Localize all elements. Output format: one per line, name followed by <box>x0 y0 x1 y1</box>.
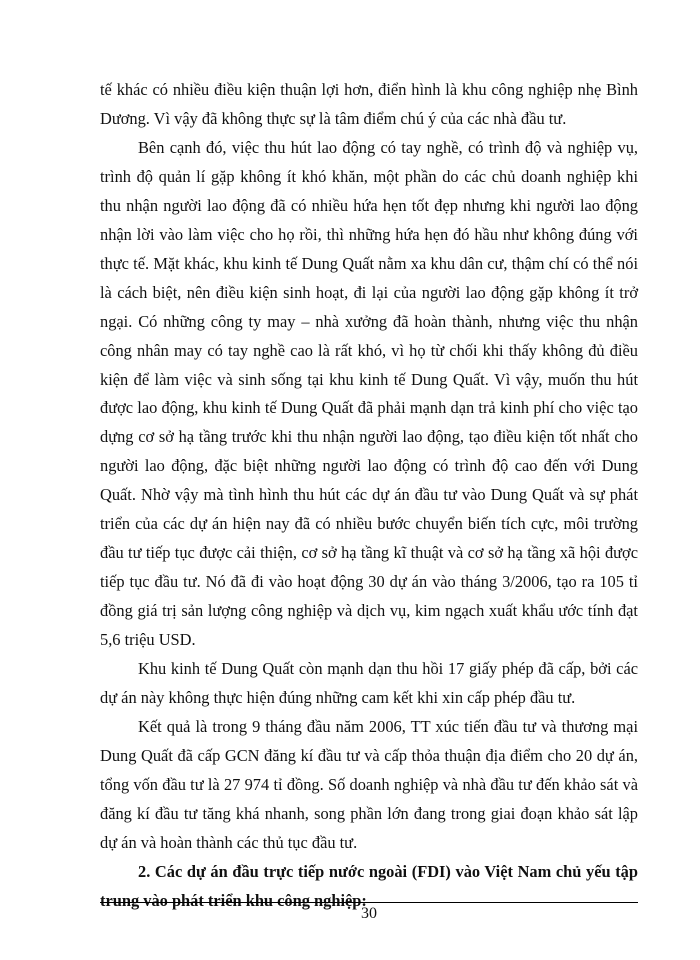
paragraph-labor-recruitment: Bên cạnh đó, việc thu hút lao động có tay nghề, có trình độ và nghiệp vụ, trình độ quản lí gặp không ít khó khăn, một phần do các chủ doanh nghiệp khi thu nhận người lao động đã có nhiều hứa hẹn tốt đẹp nhưng khi người lao động nhận lời vào làm việc cho họ rồi, thì những hứa hẹn đó hầu như không đúng với thực tế. Mặt khác, khu kinh tế Dung Quất nằm xa khu dân cư, thậm chí có thể nói là cách biệt, nên điều kiện sinh hoạt, đi lại của người lao động gặp không ít trở ngại. Có những công ty may – nhà xưởng đã hoàn thành, nhưng việc thu nhận công nhân may có tay nghề cao là rất khó, vì họ từ chối khi thấy không đủ điều kiện để làm việc và sinh sống tại khu kinh tế Dung Quất. Vì vậy, muốn thu hút được lao động, khu kinh tế Dung Quất đã phải mạnh dạn trả kinh phí cho việc tạo dựng cơ sở hạ tầng trước khi thu nhận người lao động, tạo điều kiện tốt nhất cho người lao động, đặc biệt những người lao động có trình độ cao đến với Dung Quất. Nhờ vậy mà tình hình thu hút các dự án đầu tư vào Dung Quất và sự phát triển của các dự án hiện nay đã có nhiều bước chuyển biến tích cực, môi trường đầu tư tiếp tục được cải thiện, cơ sở hạ tầng kĩ thuật và cơ sở hạ tầng xã hội được tiếp tục đầu tư. Nó đã đi vào hoạt động 30 dự án vào tháng 3/2006, tạo ra 105 tỉ đồng giá trị sản lượng công nghiệp và dịch vụ, kim ngạch xuất khẩu ước tính đạt 5,6 triệu USD. <box>100 137 638 650</box>
footer-divider <box>100 902 638 903</box>
section-heading: 2. Các dự án đầu trực tiếp nước ngoài (FDI) vào Việt Nam chủ yếu tập trung vào phát triển khu công nghiệp: <box>100 861 638 910</box>
page-number: 30 <box>361 905 377 922</box>
paragraph-continuation: tế khác có nhiều điều kiện thuận lợi hơn, điển hình là khu công nghiệp nhẹ Bình Dương. Vì vậy đã không thực sự là tâm điểm chú ý của các nhà đầu tư. <box>100 80 638 128</box>
paragraph-results-2006: Kết quả là trong 9 tháng đầu năm 2006, TT xúc tiến đầu tư và thương mại Dung Quất đã cấp GCN đăng kí đầu tư và cấp thỏa thuận địa điểm cho 20 dự án, tổng vốn đầu tư là 27 974 tỉ đồng. Số doanh nghiệp và nhà đầu tư đến khảo sát và đăng kí đầu tư tăng khá nhanh, song phần lớn đang trong giai đoạn khảo sát lập dự án và hoàn thành các thủ tục đầu tư. <box>100 716 638 852</box>
body-text <box>100 76 638 916</box>
paragraph-license-revocation: Khu kinh tế Dung Quất còn mạnh dạn thu hồi 17 giấy phép đã cấp, bởi các dự án này không thực hiện đúng những cam kết khi xin cấp phép đầu tư. <box>100 659 638 708</box>
